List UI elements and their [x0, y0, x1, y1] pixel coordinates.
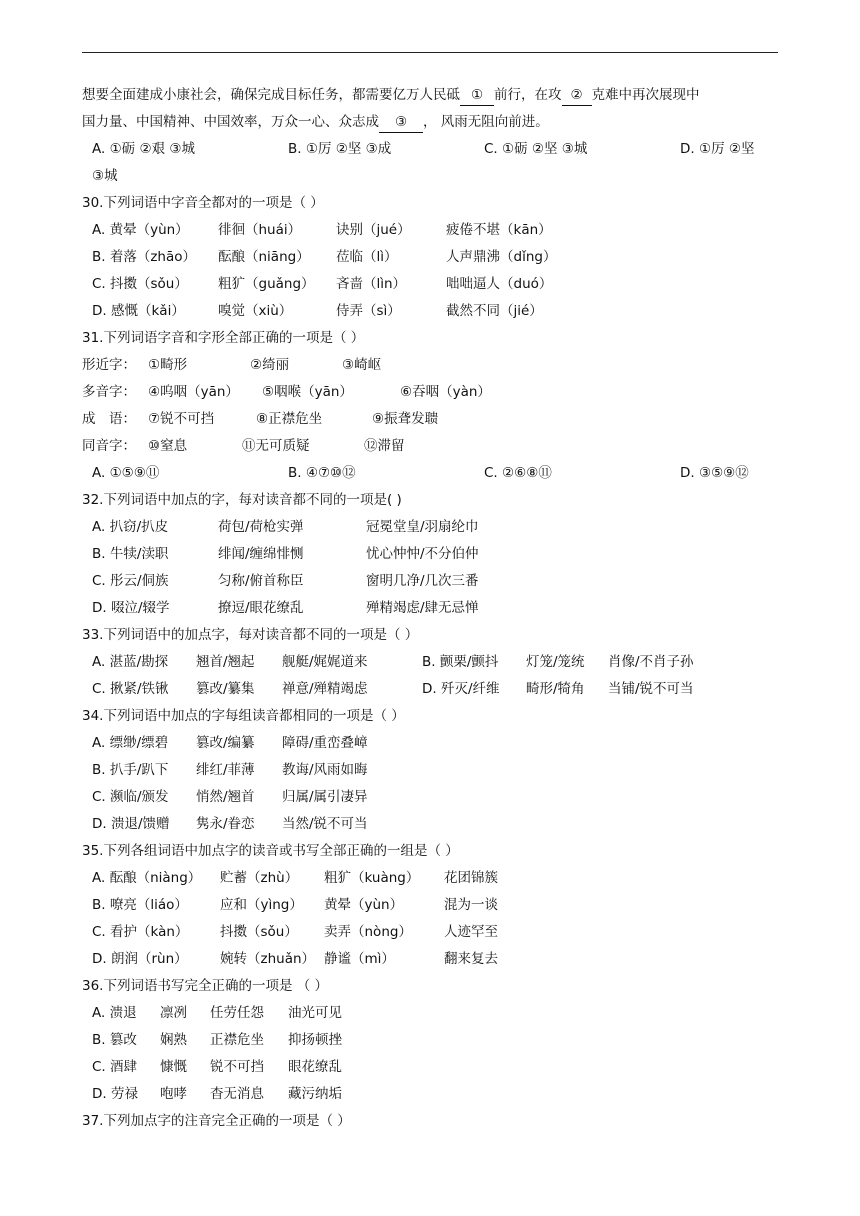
option-word: 篡改/编纂 — [196, 735, 255, 751]
option-word: 灯笼/笼统 — [526, 654, 585, 670]
q31-options — [82, 460, 782, 487]
q35-option-c[interactable] — [82, 919, 782, 946]
option-word: A. 溃退 — [92, 1005, 137, 1021]
option-word: D. 感慨（kǎi） — [92, 303, 185, 319]
option-word: 徘徊（huái） — [218, 222, 302, 238]
question-35-stem: 35.下列各组词语中加点字的读音或书写全部正确的一组是（ ） — [82, 843, 459, 859]
group-item: ⑦锐不可挡 — [148, 411, 215, 427]
option-word: 黄晕（yùn） — [324, 897, 404, 913]
option-word: 贮蓄（zhù） — [220, 870, 299, 886]
option-word: 匀称/俯首称臣 — [218, 573, 304, 589]
option-word: 人声鼎沸（dǐng） — [446, 249, 557, 265]
option-word: 藏污纳垢 — [288, 1086, 342, 1102]
q32-option-c[interactable] — [82, 568, 782, 595]
q31-group-4 — [82, 433, 782, 460]
option-d[interactable]: D. ①厉 ②坚 — [680, 141, 755, 157]
group-item: ⑧正襟危坐 — [256, 411, 323, 427]
option-word: 殚精竭虑/肆无忌惮 — [366, 600, 479, 616]
option-word: B. 着落（zhāo） — [92, 249, 197, 265]
q36-option-d[interactable] — [82, 1081, 782, 1108]
option-word: 慷慨 — [160, 1059, 187, 1075]
q30-option-c[interactable] — [82, 271, 782, 298]
option-word: 混为一谈 — [444, 897, 498, 913]
option-word: D. 啜泣/辍学 — [92, 600, 170, 616]
group-item: ③崎岖 — [342, 357, 382, 373]
group-item: ⑫滞留 — [364, 438, 405, 454]
group-label: 形近字： — [82, 357, 136, 373]
option-word: 冠冕堂皇/羽扇纶巾 — [366, 519, 479, 535]
q32-option-b[interactable] — [82, 541, 782, 568]
option-word: A. 黄晕（yùn） — [92, 222, 189, 238]
option-word: D. 劳禄 — [92, 1086, 138, 1102]
passage-text: 想要全面建成小康社会，确保完成目标任务，都需要亿万人民砥 — [82, 87, 460, 103]
question-30-stem: 30.下列词语中字音全都对的一项是（ ） — [82, 195, 324, 211]
option-word: 当铺/锐不可当 — [608, 681, 694, 697]
option-word: 畸形/犄角 — [526, 681, 585, 697]
blank-1: ① — [460, 85, 494, 106]
group-item: ⑨振聋发聩 — [372, 411, 439, 427]
option-word: B. 牛犊/渎职 — [92, 546, 169, 562]
option-word: 咄咄逼人（duó） — [446, 276, 553, 292]
option-word: 咆哮 — [160, 1086, 187, 1102]
group-item: ②绮丽 — [250, 357, 290, 373]
option-word: 翘首/翘起 — [196, 654, 255, 670]
option-word: A. 酝酿（niàng） — [92, 870, 202, 886]
option-word: 吝啬（lìn） — [336, 276, 407, 292]
group-label: 多音字： — [82, 384, 136, 400]
option-word: 凛冽 — [160, 1005, 187, 1021]
option-word: 应和（yìng） — [220, 897, 303, 913]
q33-option-d[interactable] — [422, 676, 694, 703]
q34-option-a[interactable] — [82, 730, 782, 757]
option-word: 卖弄（nòng） — [324, 924, 412, 940]
q32-option-a[interactable] — [82, 514, 782, 541]
option-word: 荷包/荷枪实弹 — [218, 519, 304, 535]
q34-option-c[interactable] — [82, 784, 782, 811]
option-word: 悄然/翘首 — [196, 789, 255, 805]
intro-options — [82, 136, 782, 163]
option-word: 禅意/殚精竭虑 — [282, 681, 368, 697]
option-word: 侍弄（sì） — [336, 303, 401, 319]
option-c[interactable]: C. ②⑥⑧⑪ — [484, 465, 552, 481]
option-word: 杳无消息 — [210, 1086, 264, 1102]
passage-text: ， 风雨无阻向前进。 — [423, 114, 549, 130]
option-word: 疲倦不堪（kān） — [446, 222, 552, 238]
question-31-stem: 31.下列词语字音和字形全部正确的一项是（ ） — [82, 330, 365, 346]
q33-option-a[interactable] — [92, 649, 422, 676]
option-word: 绯闻/缠绵悱恻 — [218, 546, 304, 562]
q31-group-2 — [82, 379, 782, 406]
q35-option-d[interactable] — [82, 946, 782, 973]
option-word: 忧心忡忡/不分伯仲 — [366, 546, 479, 562]
option-word: B. 颤栗/颤抖 — [422, 654, 499, 670]
q33-option-b[interactable] — [422, 649, 694, 676]
option-word: 婉转（zhuǎn） — [220, 951, 316, 967]
option-word: 正襟危坐 — [210, 1032, 264, 1048]
option-word: 花团锦簇 — [444, 870, 498, 886]
option-word: 酝酿（niāng） — [218, 249, 310, 265]
option-word: C. 抖擞（sǒu） — [92, 276, 188, 292]
option-word: 教诲/风雨如晦 — [282, 762, 368, 778]
option-word: B. 扒手/趴下 — [92, 762, 169, 778]
option-word: 截然不同（jié） — [446, 303, 543, 319]
option-word: 娴熟 — [160, 1032, 187, 1048]
option-word: B. 嘹亮（liáo） — [92, 897, 188, 913]
q30-option-b[interactable] — [82, 244, 782, 271]
option-c[interactable]: C. ①砺 ②坚 ③城 — [484, 141, 588, 157]
passage-line-2 — [82, 109, 782, 136]
option-word: C. 揪紧/铁锹 — [92, 681, 169, 697]
option-word: 锐不可挡 — [210, 1059, 264, 1075]
option-word: D. 溃退/馈赠 — [92, 816, 170, 832]
option-word: 莅临（lì） — [336, 249, 398, 265]
option-word: 诀别（jué） — [336, 222, 411, 238]
option-word: A. 扒窃/扒皮 — [92, 519, 169, 535]
option-word: D. 歼灭/纤维 — [422, 681, 500, 697]
option-word: 当然/锐不可当 — [282, 816, 368, 832]
option-word: 粗犷（kuàng） — [324, 870, 420, 886]
question-33-stem: 33.下列词语中的加点字，每对读音都不同的一项是（ ） — [82, 627, 419, 643]
q33-row-2 — [82, 676, 782, 703]
passage-text: 克难中再次展现中 — [591, 87, 700, 103]
group-label: 成 语： — [82, 411, 136, 427]
option-word: 抖擞（sǒu） — [220, 924, 298, 940]
passage-line-1 — [82, 82, 782, 109]
option-b[interactable]: B. ④⑦⑩⑫ — [288, 465, 356, 481]
q31-group-3 — [82, 406, 782, 433]
option-word: C. 酒肆 — [92, 1059, 138, 1075]
option-word: 眼花缭乱 — [288, 1059, 342, 1075]
option-word: 撩逗/眼花缭乱 — [218, 600, 304, 616]
question-37-stem: 37.下列加点字的注音完全正确的一项是（ ） — [82, 1113, 351, 1129]
question-32-stem: 32.下列词语中加点的字，每对读音都不同的一项是( ) — [82, 492, 402, 508]
group-item: ④呜咽（yān） — [148, 384, 239, 400]
q33-option-c[interactable] — [92, 676, 422, 703]
option-word: 舰艇/娓娓道来 — [282, 654, 368, 670]
option-word: 抑扬顿挫 — [288, 1032, 342, 1048]
option-word: B. 篡改 — [92, 1032, 137, 1048]
option-word: 隽永/眷恋 — [196, 816, 255, 832]
option-word: 粗犷（guǎng） — [218, 276, 315, 292]
option-word: 绯红/菲薄 — [196, 762, 255, 778]
q36-option-c[interactable] — [82, 1054, 782, 1081]
group-item: ⑥吞咽（yàn） — [400, 384, 491, 400]
question-34-stem: 34.下列词语中加点的字每组读音都相同的一项是（ ） — [82, 708, 405, 724]
option-word: 静谧（mì） — [324, 951, 395, 967]
question-36-stem: 36.下列词语书写完全正确的一项是 （ ） — [82, 978, 329, 994]
q34-option-b[interactable] — [82, 757, 782, 784]
option-word: 任劳任怨 — [210, 1005, 264, 1021]
q30-option-d[interactable] — [82, 298, 782, 325]
group-label: 同音字： — [82, 438, 136, 454]
passage-text: 国力量、中国精神、中国效率，万众一心、众志成 — [82, 114, 379, 130]
q32-option-d[interactable] — [82, 595, 782, 622]
option-b[interactable]: B. ①厉 ②坚 ③成 — [288, 141, 392, 157]
q35-option-a[interactable] — [82, 865, 782, 892]
option-word: 人迹罕至 — [444, 924, 498, 940]
option-word: C. 看护（kàn） — [92, 924, 189, 940]
option-word: 翻来复去 — [444, 951, 498, 967]
header-rule — [82, 52, 778, 53]
group-item: ①畸形 — [148, 357, 188, 373]
blank-3: ③ — [379, 112, 423, 133]
option-word: 肖像/不肖子孙 — [608, 654, 694, 670]
q33-row-1 — [82, 649, 782, 676]
option-word: 障碍/重峦叠嶂 — [282, 735, 368, 751]
option-word: 窗明几净/几次三番 — [366, 573, 479, 589]
option-word: 篡改/纂集 — [196, 681, 255, 697]
option-word: 归属/属引凄异 — [282, 789, 368, 805]
group-item: ⑩窒息 — [148, 438, 188, 454]
document-page — [82, 82, 782, 1135]
option-word: A. 缥缈/缥碧 — [92, 735, 169, 751]
blank-2: ② — [562, 85, 592, 106]
q31-group-1 — [82, 352, 782, 379]
q34-option-d[interactable] — [82, 811, 782, 838]
option-d[interactable]: D. ③⑤⑨⑫ — [680, 465, 749, 481]
option-word: C. 濒临/颁发 — [92, 789, 169, 805]
group-item: ⑪无可质疑 — [242, 438, 310, 454]
passage-text: 前行，在攻 — [494, 87, 562, 103]
option-a[interactable]: A. ①砺 ②艰 ③城 — [92, 141, 195, 157]
option-word: 油光可见 — [288, 1005, 342, 1021]
option-word: 嗅觉（xiù） — [218, 303, 293, 319]
option-word: D. 朗润（rùn） — [92, 951, 188, 967]
q36-option-b[interactable] — [82, 1027, 782, 1054]
group-item: ⑤咽喉（yān） — [262, 384, 353, 400]
option-word: A. 湛蓝/勘探 — [92, 654, 169, 670]
option-d-wrap: ③城 — [92, 168, 118, 184]
q36-option-a[interactable] — [82, 1000, 782, 1027]
option-word: C. 彤云/侗族 — [92, 573, 169, 589]
q35-option-b[interactable] — [82, 892, 782, 919]
q30-option-a[interactable] — [82, 217, 782, 244]
option-a[interactable]: A. ①⑤⑨⑪ — [92, 465, 160, 481]
